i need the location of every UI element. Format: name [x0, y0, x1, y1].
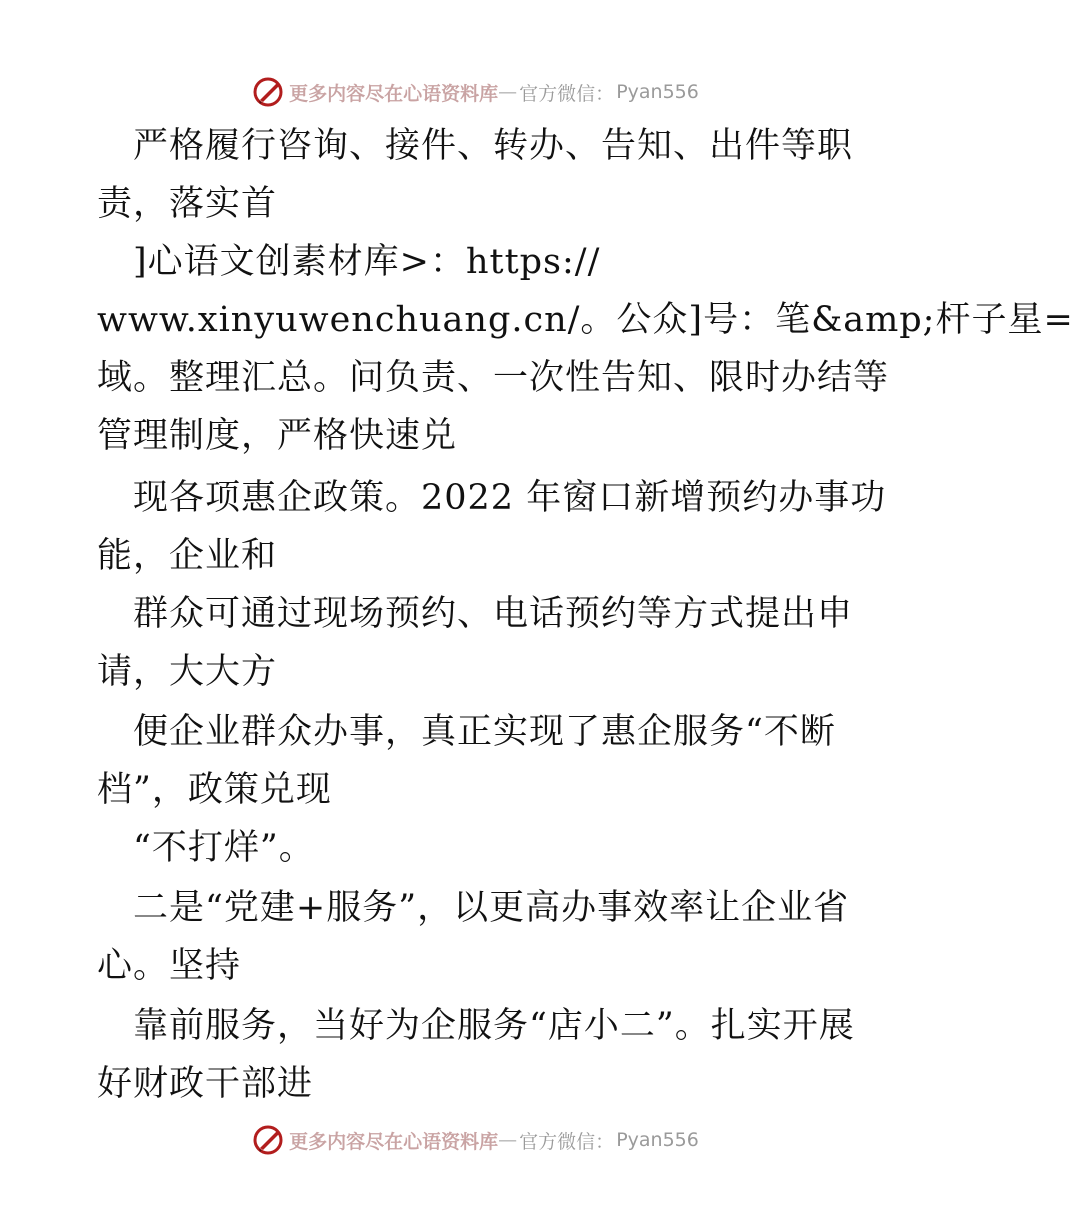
body-line: ]心语文创素材库>：https://	[97, 242, 601, 282]
watermark-dash: —	[498, 1129, 518, 1151]
body-line: www.xinyuwenchuang.cn/。公众]号：笔&amp;杆子星=	[97, 300, 1074, 340]
body-line: 责，落实首	[97, 184, 278, 224]
body-line: 群众可通过现场预约、电话预约等方式提出申	[97, 594, 854, 634]
body-line: 档”，政策兑现	[97, 770, 332, 810]
body-line: “不打烊”。	[97, 828, 315, 868]
body-line: 管理制度，严格快速兑	[97, 416, 458, 456]
watermark-official-label: 官方微信：	[519, 82, 615, 105]
body-line: 域。整理汇总。问负责、一次性告知、限时办结等	[97, 358, 890, 398]
feather-pen-circle-icon	[251, 75, 285, 109]
footer-watermark	[0, 1120, 950, 1160]
body-line: 好财政干部进	[97, 1064, 314, 1104]
body-line: 请，大大方	[97, 652, 278, 692]
body-line: 现各项惠企政策。2022 年窗口新增预约办事功	[97, 478, 887, 518]
header-watermark	[0, 72, 950, 112]
watermark-dash: —	[498, 81, 518, 103]
body-line: 便企业群众办事，真正实现了惠企服务“不断	[97, 712, 836, 752]
body-line: 能，企业和	[97, 536, 278, 576]
body-line: 二是“党建+服务”，以更高办事效率让企业省	[97, 888, 850, 928]
body-line: 心。坚持	[97, 946, 242, 986]
watermark-promo-text: 更多内容尽在心语资料库	[289, 82, 499, 105]
body-line: 靠前服务，当好为企服务“店小二”。扎实开展	[97, 1006, 855, 1046]
watermark-handle: Pyan556	[616, 81, 699, 103]
watermark-promo-text: 更多内容尽在心语资料库	[289, 1130, 499, 1153]
body-line: 严格履行咨询、接件、转办、告知、出件等职	[97, 126, 854, 166]
feather-pen-circle-icon	[251, 1123, 285, 1157]
watermark-official-label: 官方微信：	[519, 1130, 615, 1153]
watermark-handle: Pyan556	[616, 1129, 699, 1151]
